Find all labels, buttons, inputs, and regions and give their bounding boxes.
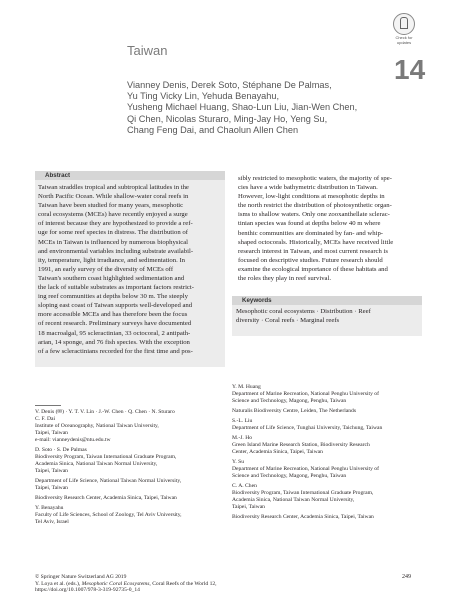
- affiliation-block: [35, 478, 220, 492]
- affiliation-line: C. F. Dai: [35, 416, 56, 422]
- author-line: Vianney Denis, Derek Soto, Stéphane De Palmas,: [127, 80, 332, 90]
- affiliation-line: Taipei, Taiwan: [232, 504, 265, 510]
- affiliation-block: [232, 459, 424, 480]
- affiliation-line: S.-L. Liu: [232, 418, 253, 424]
- affiliation-line: M.-J. Ho: [232, 435, 253, 441]
- keywords-text: [232, 305, 422, 325]
- abstract-line: focused on descriptive studies. Future research should: [238, 256, 383, 264]
- abstract-line: Taiwan have been studied for many years, mesophotic: [38, 202, 184, 210]
- affiliation-line: Taipei, Taiwan: [35, 468, 68, 474]
- abstract-line: Taiwan straddles tropical and subtropical latitudes in the: [38, 184, 189, 191]
- abstract-line: tinian species was found at depths below 40 m where: [238, 220, 381, 228]
- affiliations-left: [35, 409, 220, 529]
- affiliation-line: Naturalis Biodiversity Centre, Leiden, The Netherlands: [232, 408, 357, 414]
- affiliation-line: Biodiversity Research Center, Academia Sinica, Taipei, Taiwan: [35, 495, 177, 501]
- abstract-box: [35, 171, 225, 367]
- affiliation-line: e-mail: vianneydenis@ntu.edu.tw: [35, 437, 111, 443]
- abstract-continued: [238, 174, 420, 283]
- abstract-line: of interest because they are hypothesized to provide a ref-: [38, 220, 193, 228]
- affiliation-line: Tel Aviv, Israel: [35, 519, 69, 525]
- abstract-line: North Pacific Ocean. While shallow-water coral reefs in: [38, 193, 189, 201]
- affiliation-line: C. A. Chen: [232, 483, 257, 489]
- affiliation-line: Y. Su: [232, 459, 245, 465]
- abstract-line: uge for some reef species in distress. The distribution of: [38, 229, 188, 237]
- affiliation-line: Faculty of Life Sciences, School of Zoology, Tel Aviv University,: [35, 512, 182, 518]
- badge-label: Check for updates: [395, 35, 413, 45]
- abstract-line: However, low-light conditions at mesophotic depths in: [238, 193, 385, 201]
- affiliation-line: Green Island Marine Research Station, Biodiversity Research: [232, 442, 370, 448]
- affiliation-block: [232, 384, 424, 405]
- chapter-number: 14: [394, 54, 426, 85]
- affiliation-line: Biodiversity Research Center, Academia Sinica, Taipei, Taiwan: [232, 514, 374, 520]
- affiliation-line: Academia Sinica, National Taiwan Normal University,: [35, 461, 158, 467]
- affiliation-block: [232, 483, 424, 511]
- abstract-line: the north restrict the distribution of photosynthetic organ-: [238, 202, 392, 210]
- citation-line: Y. Loya et al. (eds.), Mesophotic Coral Ecosystems, Coral Reefs of the World 12,: [35, 580, 217, 587]
- affiliation-line: Biodiversity Program, Taiwan International Graduate Program,: [232, 490, 374, 496]
- abstract-line: coral ecosystems (MCEs) have recently enjoyed a surge: [38, 211, 188, 219]
- affiliation-line: Department of Marine Recreation, National Penghu University of: [232, 391, 379, 397]
- affiliation-block: [232, 514, 424, 521]
- crossmark-icon: [393, 13, 415, 35]
- abstract-line: ing reef communities at depths below 30 m. The steeply: [38, 293, 188, 301]
- abstract-heading: Abstract: [35, 171, 225, 180]
- abstract-line: Taiwan's southern coast highlighted sedimentation and: [38, 274, 185, 282]
- affiliation-block: [35, 447, 220, 475]
- affiliation-line: V. Denis (✉) · Y. T. V. Lin · J.-W. Chen · Q. Chen · N. Sturaro: [35, 409, 175, 415]
- abstract-line: sibly restricted to mesophotic waters, the majority of spe-: [238, 175, 392, 182]
- abstract-line: arian, 14 sponge, and 76 fish species. With the exception: [38, 338, 190, 346]
- footer-citation: [35, 574, 217, 594]
- affiliation-line: Taipei, Taiwan: [35, 485, 68, 491]
- affiliation-line: Y. M. Huang: [232, 384, 261, 390]
- affiliation-line: Science and Technology, Magong, Penghu, Taiwan: [232, 473, 347, 479]
- abstract-line: 18 macroalgal, 95 scleractinian, 33 octocoral, 2 antipath-: [38, 329, 191, 337]
- abstract-line: of recent research. Preliminary surveys have documented: [38, 320, 192, 328]
- author-line: Qi Chen, Nicolas Sturaro, Ming-Jay Ho, Yeng Su,: [127, 113, 328, 124]
- affiliation-line: Department of Life Science, National Taiwan Normal University,: [35, 478, 182, 484]
- book-title: Mesophotic Coral Ecosystems: [81, 580, 150, 587]
- abstract-line: and environmental variables including substrate availabil-: [38, 247, 194, 255]
- affiliation-line: Taipei, Taiwan: [35, 430, 68, 436]
- affiliation-line: Department of Marine Recreation, National Penghu University of: [232, 466, 379, 472]
- affiliation-block: [232, 408, 424, 415]
- affiliation-line: Biodiversity Program, Taiwan International Graduate Program,: [35, 454, 177, 460]
- affiliation-line: Y. Benayahu: [35, 505, 64, 511]
- keyword-line: Mesophotic coral ecosystems · Distribution · Reef: [236, 308, 371, 315]
- abstract-line: more accessible MCEs and has therefore been the focus: [38, 311, 188, 319]
- abstract-line: research interest in Taiwan, and most current research is: [238, 247, 389, 255]
- abstract-line: shaped octocorals. Historically, MCEs have received little: [238, 238, 394, 246]
- check-for-updates-badge[interactable]: [388, 13, 420, 45]
- chapter-title: Taiwan: [127, 43, 168, 58]
- page-number: 249: [402, 574, 411, 580]
- abstract-line: MCEs in Taiwan is influenced by numerous biophysical: [38, 238, 189, 246]
- abstract-line: isms to shallow waters. Only one zooxanthellate sclerac-: [238, 211, 390, 219]
- affiliation-block: [35, 409, 220, 444]
- affiliation-line: Department of Life Science, Tunghai University, Taichung, Taiwan: [232, 425, 383, 431]
- affiliation-block: [232, 418, 424, 432]
- copyright-line: © Springer Nature Switzerland AG 2019: [35, 574, 127, 580]
- affiliation-block: [232, 435, 424, 456]
- author-list: [127, 80, 397, 136]
- affiliations-right: [232, 384, 424, 524]
- abstract-line: benthic communities are dominated by fan- and whip-: [238, 229, 384, 237]
- author-line: Yusheng Michael Huang, Shao-Lun Liu, Jian-Wen Chen,: [127, 102, 358, 113]
- affiliation-line: D. Soto · S. De Palmas: [35, 447, 87, 453]
- abstract-line: of a few scleractinians recorded for the first time and pos-: [38, 347, 193, 355]
- keywords-box: [232, 296, 422, 336]
- affiliation-line: Center, Academia Sinica, Taipei, Taiwan: [232, 449, 323, 455]
- abstract-line: the roles they play in reef survival.: [238, 275, 332, 283]
- abstract-line: the lack of suitable substrates as important factors restrict-: [38, 284, 194, 292]
- affiliation-line: Academia Sinica, National Taiwan Normal University,: [232, 497, 355, 503]
- doi-link[interactable]: https://doi.org/10.1007/978-3-319-92735-0_14: [35, 587, 140, 594]
- abstract-line: examine the ecological importance of these habitats and: [238, 265, 388, 273]
- keywords-heading: Keywords: [232, 296, 422, 305]
- abstract-line: ity, temperature, light irradiance, and sedimentation. In: [38, 256, 186, 264]
- footnote-rule: [35, 405, 61, 406]
- affiliation-line: Institute of Oceanography, National Taiwan University,: [35, 423, 159, 429]
- affiliation-line: Science and Technology, Magong, Penghu, Taiwan: [232, 398, 347, 404]
- abstract-line: cies have a wide bathymetric distribution in Taiwan.: [238, 184, 378, 192]
- keyword-line: diversity · Coral reefs · Marginal reefs: [236, 317, 340, 325]
- author-line: Yu Ting Vicky Lin, Yehuda Benayahu,: [127, 91, 280, 102]
- affiliation-block: [35, 505, 220, 526]
- affiliation-block: [35, 495, 220, 502]
- abstract-line: 1991, an early survey of the diversity of MCEs off: [38, 265, 174, 273]
- abstract-text: [35, 180, 225, 356]
- author-line: Chang Feng Dai, and Chaolun Allen Chen: [127, 124, 299, 135]
- abstract-line: sloping east coast of Taiwan supports well-developed and: [38, 302, 193, 310]
